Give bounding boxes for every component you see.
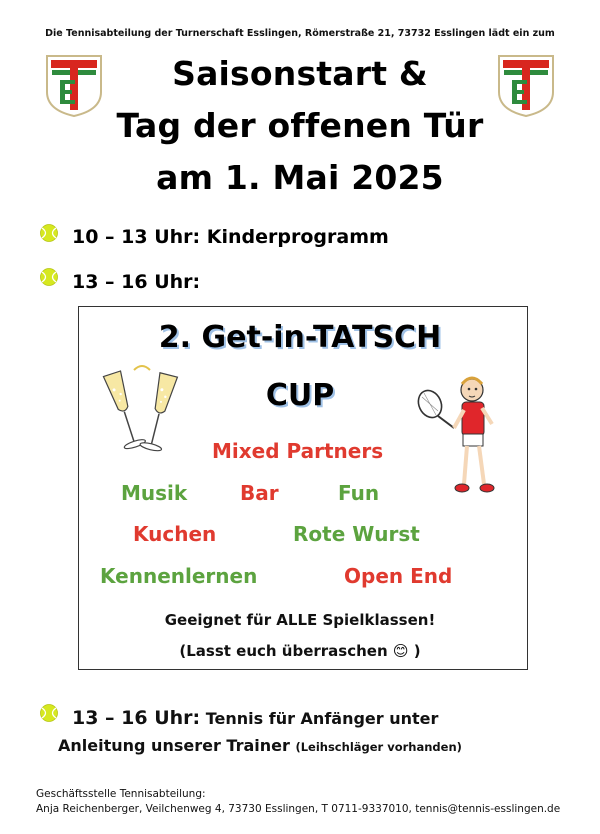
keyword-musik: Musik: [121, 481, 188, 505]
schedule-time-1: 10 – 13 Uhr:: [72, 226, 201, 248]
beginner-line-1: [72, 707, 438, 729]
beginner-text-1: Tennis für Anfänger unter: [205, 709, 439, 728]
cup-note-2-text: (Lasst euch überraschen: [179, 642, 388, 660]
beginner-line-2: [58, 736, 462, 755]
keyword-open-end: Open End: [344, 564, 453, 588]
cup-title-line-2: CUP: [265, 378, 335, 413]
keyword-rote-wurst: Rote Wurst: [293, 522, 420, 546]
cup-note-1: Geeignet für ALLE Spielklassen!: [164, 611, 436, 629]
beginner-aside: (Leihschläger vorhanden): [295, 740, 462, 754]
organizer-line: Die Tennisabteilung der Turnerschaft Esslingen, Römerstraße 21, 73732 Esslingen lädt ein zum: [45, 28, 555, 39]
champagne-glasses-icon: [94, 364, 190, 464]
keyword-fun: Fun: [338, 481, 380, 505]
cup-note-2: [0, 642, 600, 660]
tennis-ball-icon: [40, 704, 58, 722]
schedule-text-1: Kinderprogramm: [206, 226, 389, 248]
keyword-mixed-partners: Mixed Partners: [212, 439, 384, 463]
schedule-item-1: [72, 226, 389, 248]
footer-line-1: Geschäftsstelle Tennisabteilung:: [36, 788, 206, 800]
schedule-item-2: [72, 271, 200, 293]
tennis-ball-icon: [40, 224, 58, 242]
beginner-time: 13 – 16 Uhr:: [72, 707, 201, 729]
title-line-2: Tag der offenen Tür: [116, 106, 484, 145]
tennis-player-icon: [414, 372, 506, 508]
cup-title-line-1: 2. Get-in-TATSCH: [158, 320, 442, 355]
tennis-ball-icon: [40, 268, 58, 286]
title-line-3: am 1. Mai 2025: [156, 158, 444, 197]
footer-line-2: Anja Reichenberger, Veilchenweg 4, 73730 Esslingen, T 0711-9337010, tennis@tennis-esslingen.de: [36, 803, 561, 815]
beginner-text-2: Anleitung unserer Trainer: [58, 736, 290, 755]
title-line-1: Saisonstart &: [172, 54, 428, 93]
keyword-kennenlernen: Kennenlernen: [100, 564, 258, 588]
smiley-icon: 😊: [392, 642, 409, 660]
keyword-kuchen: Kuchen: [133, 522, 217, 546]
schedule-time-2: 13 – 16 Uhr:: [72, 271, 201, 293]
cup-note-2-close: ): [413, 642, 421, 660]
keyword-bar: Bar: [240, 481, 279, 505]
